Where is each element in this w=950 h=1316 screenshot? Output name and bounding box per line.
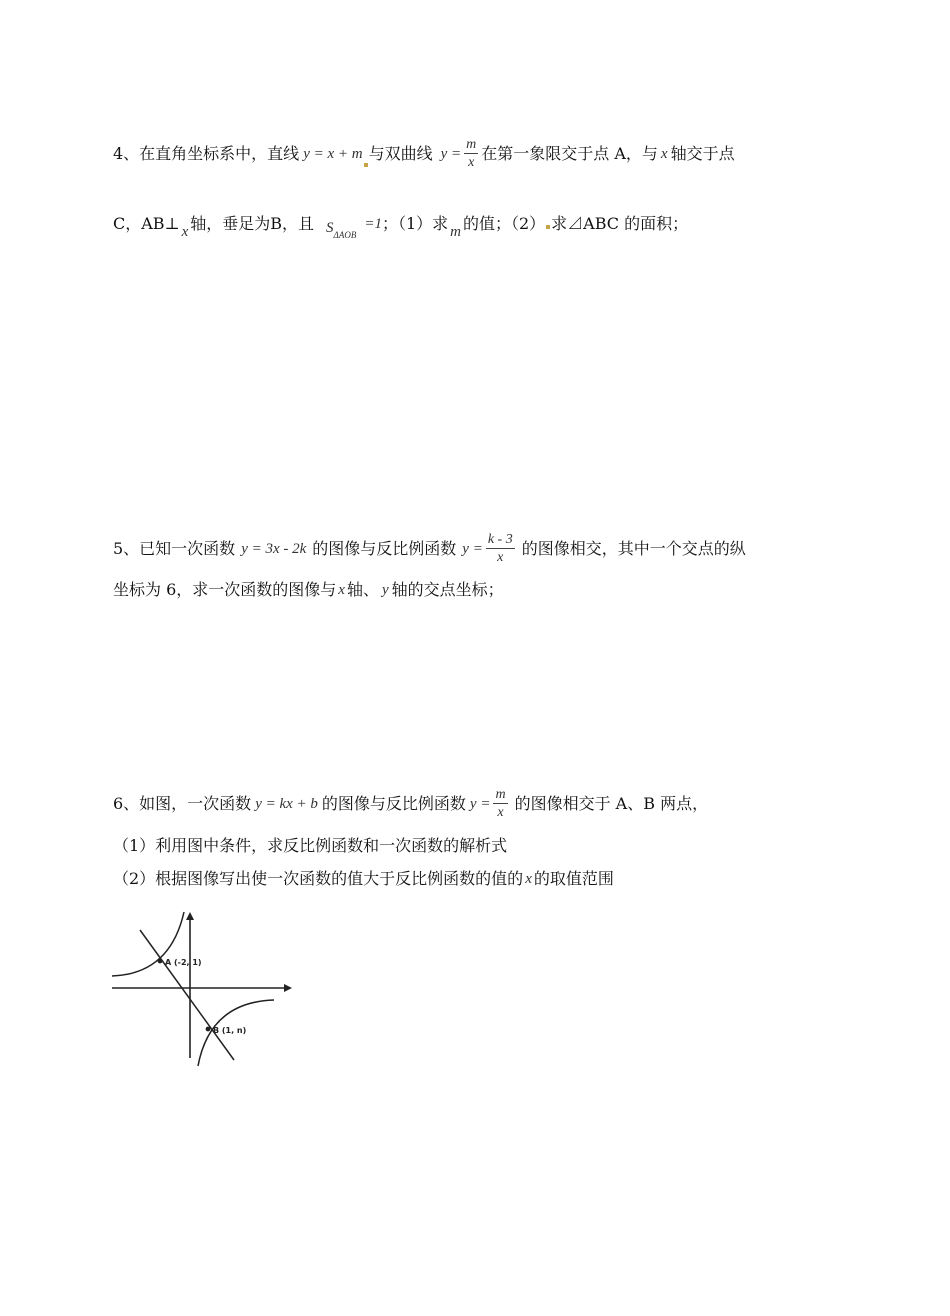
q5-text-2: 的图像与反比例函数: [312, 539, 457, 558]
q6-part2-x-var: x: [525, 870, 532, 887]
q6-frac-numerator: m: [495, 787, 506, 802]
q6-figure: [108, 908, 298, 1068]
q4-text-2: 与双曲线: [368, 144, 433, 163]
q4-area-s: S: [326, 219, 334, 236]
figure-label-b: B (1, n): [213, 1026, 247, 1035]
q6-inverse-lhs: y =: [469, 795, 491, 812]
q6-text-1: 6、如图，一次函数: [113, 794, 252, 813]
figure-label-a: A (-2, 1): [165, 958, 202, 967]
q4-line1: [113, 138, 735, 170]
q4-l2-m-var: m: [450, 223, 461, 240]
q5-line1: [113, 533, 746, 565]
q6-part2-text-2: 的取值范围: [533, 869, 614, 888]
q4-area-subscript: ΔAOB: [333, 229, 357, 240]
q4-l2-text-4: 的值；（2）: [462, 214, 546, 233]
q4-area-symbol: [326, 219, 357, 240]
q6-text-2: 的图像与反比例函数: [321, 794, 466, 813]
q5-l2-text-3: 轴的交点坐标；: [391, 580, 504, 599]
q5-inverse-lhs: y =: [462, 540, 483, 557]
q4-hyperbola-fraction: [464, 138, 478, 170]
q5-inverse-fraction: [486, 533, 515, 565]
q6-linear-equation: y = kx + b: [255, 795, 318, 812]
q5-l2-text-1: 坐标为 6，求一次函数的图像与: [113, 580, 337, 599]
q4-l2-text-1: C，AB⊥: [113, 214, 180, 233]
q4-l2-text-3: ；（1）求: [381, 214, 449, 233]
q5-l2-text-2: 轴、: [346, 580, 379, 599]
figure-linear-line: [140, 930, 234, 1060]
q4-marker-dot: [364, 163, 368, 167]
q5-line2: [113, 582, 504, 598]
figure-y-axis-arrow: [186, 912, 194, 920]
q4-frac-denominator: x: [468, 155, 475, 170]
q5-frac-denominator: x: [497, 550, 504, 565]
q6-line2: [113, 838, 507, 854]
figure-x-axis-arrow: [284, 984, 292, 992]
q5-l2-y-var: y: [381, 581, 389, 598]
q4-x-var: x: [660, 145, 668, 162]
q4-text-4: 轴交于点: [670, 144, 735, 163]
q6-frac-denominator: x: [497, 805, 504, 820]
q6-inverse-fraction: [493, 788, 507, 820]
q4-l2-text-5: 求⊿ABC 的面积；: [551, 214, 689, 233]
q6-line1: [113, 788, 708, 820]
q6-part2-text-1: （2）根据图像写出使一次函数的值大于反比例函数的值的: [113, 869, 524, 888]
q4-text-3: 在第一象限交于点 A，与: [481, 144, 658, 163]
q5-text-1: 5、已知一次函数: [113, 539, 236, 558]
q5-linear-equation: y = 3x - 2k: [241, 540, 307, 557]
q6-text-3: 的图像相交于 A、B 两点，: [514, 794, 709, 813]
q6-line3: [113, 871, 614, 887]
q4-frac-numerator: m: [466, 137, 477, 152]
q4-l2-x-var: x: [181, 223, 189, 240]
figure-point-a: [158, 959, 163, 964]
q4-text-1: 4、在直角坐标系中，直线: [113, 144, 300, 163]
q4-area-value: =1: [364, 215, 382, 232]
figure-point-b: [206, 1027, 211, 1032]
q5-l2-x-var: x: [338, 581, 345, 598]
q5-frac-numerator: k - 3: [487, 532, 513, 547]
q6-part1-text: （1）利用图中条件，求反比例函数和一次函数的解析式: [113, 836, 508, 855]
q5-text-3: 的图像相交，其中一个交点的纵: [521, 539, 746, 558]
q4-l2-text-2: 轴，垂足为B，且: [190, 214, 315, 233]
q4-l2-marker-dot: [546, 225, 550, 229]
q4-line-equation: y = x + m: [303, 145, 363, 162]
q4-hyperbola-lhs: y =: [440, 145, 462, 162]
